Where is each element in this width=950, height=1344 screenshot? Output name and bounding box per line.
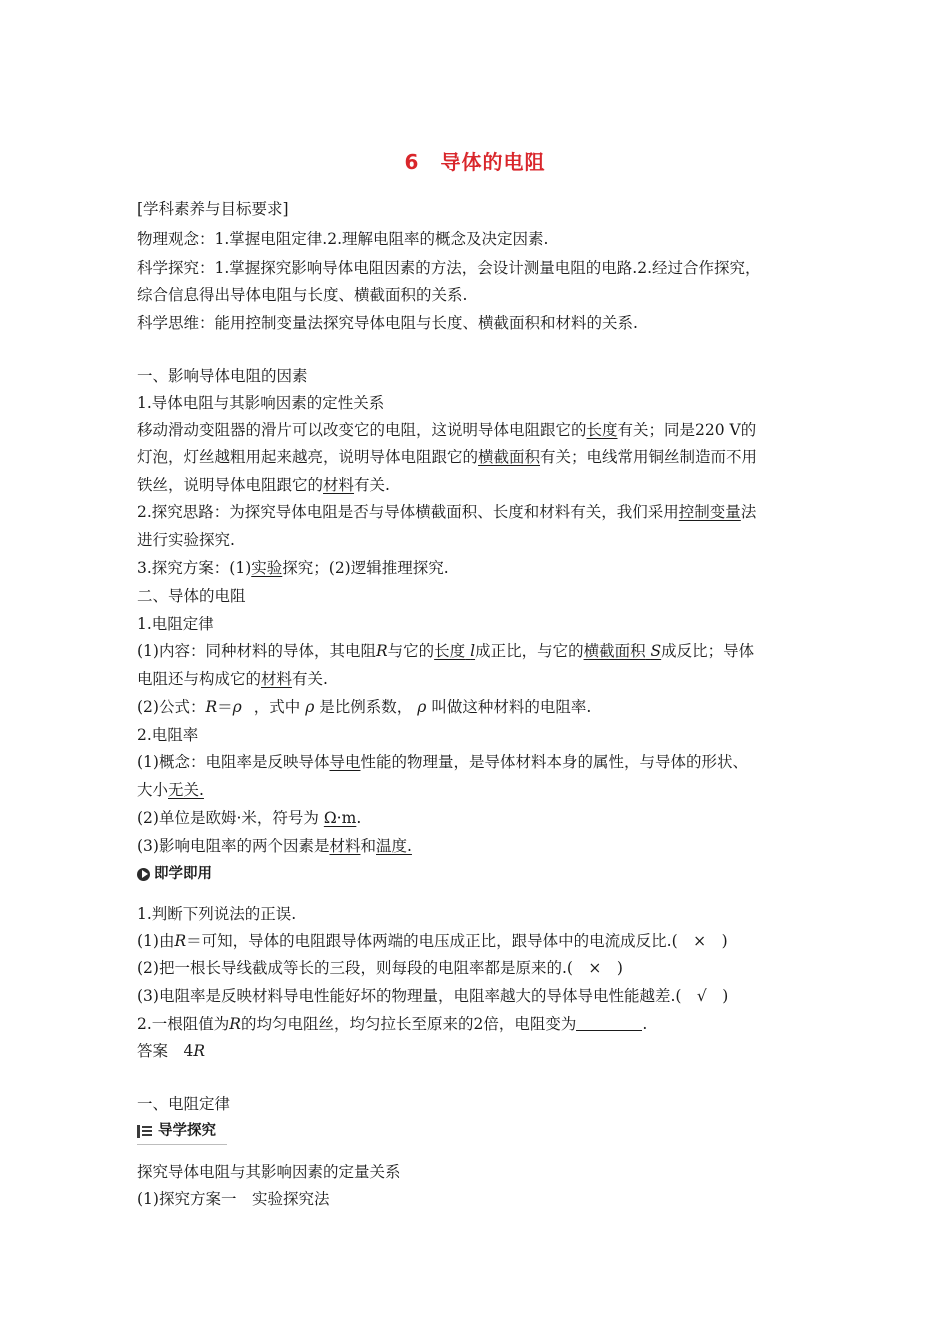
symbol-r: R [205,698,218,716]
tag-divider [137,1144,227,1145]
text: 移动滑动变阻器的滑片可以改变它的电阻，这说明导体电阻跟它的 [137,421,587,439]
paragraph-line: 进行实验探究. [137,531,235,549]
question-1-item [137,931,728,951]
symbol-rho: ρ [232,698,242,716]
text: 长度 [434,642,466,660]
text: 与它的 [387,642,435,660]
paragraph-line [137,475,390,495]
text: ＝可知，导体的电阻跟导体两端的电压成正比，跟导体中的电流成反比.( × ) [186,932,728,950]
text: 2.探究思路：为探究导体电阻是否与导体横截面积、长度和材料有关，我们采用 [137,503,679,521]
paragraph-line [137,836,412,856]
answer-underlined: 长度 [586,421,618,439]
paragraph-line [137,669,328,689]
answer-underlined: 材料 [261,670,293,688]
text: (2)单位是欧姆·米，符号为 [137,809,319,827]
answer-underlined: 材料 [329,837,361,855]
goals-line-4: 科学思维：能用控制变量法探究导体电阻与长度、横截面积和材料的关系. [137,314,638,332]
answer-underlined: 导电 [329,753,361,771]
paragraph-line [137,808,361,828]
answer-underlined [584,642,662,660]
practice-tag [137,864,212,884]
text: 成反比；导体 [661,642,755,660]
text: 有关. [292,670,328,688]
text: 3.探究方案：(1) [137,559,252,577]
symbol-r: R [174,932,187,950]
symbol-l: l [470,642,476,660]
text: (2)公式： [137,698,206,716]
text: 铁丝，说明导体电阻跟它的 [137,476,324,494]
answer-value: 4 [183,1042,194,1060]
text: (1)内容：同种材料的导体，其电阻 [137,642,376,660]
paragraph-line [137,641,754,661]
text: (1)概念：电阻率是反映导体 [137,753,330,771]
section-1-subheading: 1.导体电阻与其影响因素的定性关系 [137,394,385,412]
symbol-r: R [375,642,388,660]
symbol-r: R [229,1015,241,1033]
text: 有关. [354,476,390,494]
text: (1)由 [137,932,175,950]
text: ，式中 [253,698,301,716]
answer-underlined: 实验 [251,559,283,577]
text: 横截面积 [583,642,646,660]
text: (3)影响电阻率的两个因素是 [137,837,330,855]
text: 大小 [137,781,169,799]
guided-inquiry-label: 导学探究 [158,1123,216,1139]
text: 和 [360,837,376,855]
goals-line-2: 科学探究：1.掌握探究影响导体电阻因素的方法，会设计测量电阻的电路.2.经过合作探究， [137,259,761,277]
text: 有关；同是220 V的 [617,421,757,439]
paragraph-line [137,447,757,467]
answer-underlined: 材料 [323,476,355,494]
play-icon [137,868,150,881]
goals-header: [学科素养与目标要求] [137,200,289,218]
text: 2.一根阻值为 [137,1015,230,1033]
text: 法 [740,503,757,521]
text: 性能的物理量，是导体材料本身的属性，与导体的形状、 [360,753,748,771]
answer-underlined: 温度. [376,837,412,855]
symbol-rho: ρ [305,698,315,716]
text: . [642,1015,648,1033]
text: 灯泡，灯丝越粗用起来越亮，说明导体电阻跟它的 [137,448,479,466]
symbol-r: R [193,1042,206,1060]
question-1-item: (2)把一根长导线截成等长的三段，则每段的电阻率都是原来的.( × ) [137,959,623,977]
text: . [356,809,362,827]
paragraph-line: (1)探究方案一 实验探究法 [137,1190,330,1208]
section-2-subheading: 1.电阻定律 [137,615,214,633]
answer-blank [576,1016,642,1031]
answer-label: 答案 [137,1042,169,1060]
section-2-heading: 二、导体的电阻 [137,587,246,605]
answer-underlined: 横截面积 [478,448,541,466]
question-1: 1.判断下列说法的正误. [137,905,297,923]
symbol-rho: ρ [417,698,427,716]
practice-tag-label: 即学即用 [154,866,212,882]
goals-line-3: 综合信息得出导体电阻与长度、横截面积的关系. [137,286,468,304]
goals-line-1: 物理观念：1.掌握电阻定律.2.理解电阻率的概念及决定因素. [137,230,549,248]
answer-underlined: Ω·m [323,809,357,827]
paragraph-line [137,780,204,800]
formula-line [137,697,591,717]
text: 叫做这种材料的电阻率. [431,698,592,716]
paragraph-line: 探究导体电阻与其影响因素的定量关系 [137,1163,401,1181]
paragraph-line [137,752,748,772]
question-1-item: (3)电阻率是反映材料导电性能好坏的物理量，电阻率越大的导体导电性能越差.( √ ) [137,987,729,1005]
text: 有关；电线常用铜丝制造而不用 [540,448,758,466]
answer-underlined: 无关. [168,781,204,799]
answer-line [137,1041,205,1061]
question-2 [137,1014,647,1034]
section-3-heading: 一、电阻定律 [137,1095,231,1113]
text: ＝ [217,698,233,716]
list-icon [137,1125,152,1138]
section-1-heading: 一、影响导体电阻的因素 [137,367,308,385]
symbol-s: S [650,642,662,660]
guided-inquiry-tag [137,1121,216,1141]
text: 电阻还与构成它的 [137,670,262,688]
section-2-subheading: 2.电阻率 [137,726,199,744]
text: 成正比，与它的 [475,642,584,660]
text: 是比例系数， [319,698,413,716]
answer-underlined: 控制变量 [678,503,741,521]
paragraph-line [137,502,756,522]
paragraph-line [137,420,756,440]
text: 探究；(2)逻辑推理探究. [282,559,449,577]
page-title: 6 导体的电阻 [404,150,546,174]
answer-underlined [434,642,475,660]
text: 的均匀电阻丝，均匀拉长至原来的2倍，电阻变为 [240,1015,577,1033]
paragraph-line [137,558,449,578]
